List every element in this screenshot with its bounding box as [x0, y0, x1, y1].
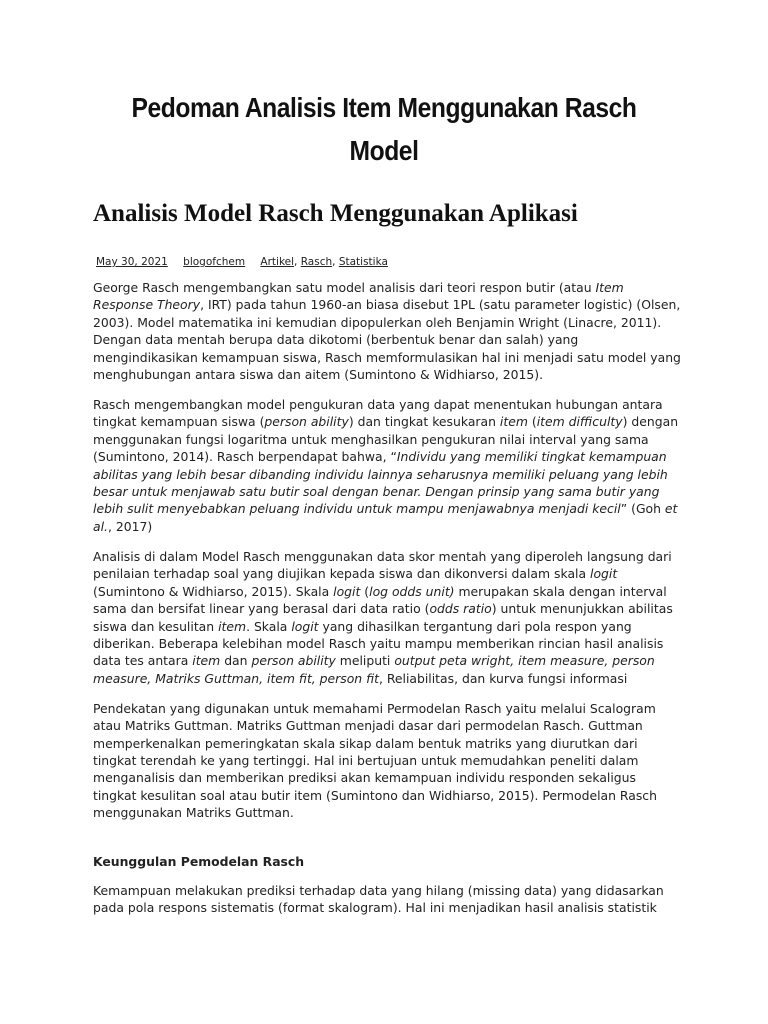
- text-run-italic: item: [499, 414, 528, 430]
- paragraph-1: [93, 279, 683, 383]
- text-run: . Skala: [246, 618, 292, 634]
- text-run-italic: odds ratio: [429, 601, 492, 617]
- paragraph-2: [93, 396, 683, 535]
- text-run: merupakan skala dengan interval sama dan bersifat linear yang berasal dari data ratio (: [93, 583, 667, 617]
- text-run: ” (Goh: [620, 501, 665, 517]
- text-run: (Sumintono & Widhiarso, 2015). Skala: [93, 583, 334, 599]
- text-run: ) dan tingkat kesukaran: [348, 414, 500, 430]
- page-title: Pedoman Analisis Item Menggunakan Rasch Model: [131, 92, 637, 166]
- text-run-italic: output peta wright, item measure, person measure, Matriks Guttman, item fit, person fit: [93, 653, 655, 686]
- text-run-italic: item difficulty: [536, 414, 623, 430]
- text-run: , Reliabilitas, dan kurva fungsi informasi: [378, 670, 628, 686]
- text-run: (: [527, 414, 537, 430]
- text-run: , 2017): [107, 518, 153, 534]
- text-run: (: [360, 583, 370, 599]
- post-meta: [96, 256, 388, 268]
- text-run: meliputi: [335, 653, 395, 669]
- text-run: , IRT) pada tahun 1960-an biasa disebut 1PL (satu parameter logistic) (Olsen, 2003). Model matematika ini kemudian dipopulerkan oleh Benjamin Wright (Linacre, 2011). Dengan data mentah berupa data dikotomi (berbentuk benar dan salah) yang mengindikasikan kemampuan siswa, Rasch memformulasikan hal ini menjadi satu model yang menghubungan antara siswa dan aitem (Sumintono & Widhiarso, 2015).: [93, 297, 681, 383]
- article-subtitle: Analisis Model Rasch Menggunakan Aplikasi: [93, 200, 578, 227]
- text-run-italic: logit: [291, 618, 319, 634]
- text-run: Rasch mengembangkan model pengukuran data yang dapat menentukan hubungan antara tingkat kemampuan siswa (: [93, 397, 663, 430]
- paragraph-3: [93, 548, 683, 687]
- category-link-statistika[interactable]: Statistika: [338, 256, 388, 268]
- text-run-italic: person ability: [251, 653, 336, 669]
- quote-italic: Individu yang memiliki tingkat kemampuan abilitas yang lebih besar dibanding individu lainnya seharusnya memiliki peluang yang lebih besar untuk menjawab satu butir soal dengan benar. Dengan prinsip yang sama butir yang lebih sulit menyebabkan peluang individu untuk mampu menjawabnya menjadi kecil: [93, 449, 668, 517]
- text-run: ) untuk menunjukkan abilitas siswa dan kesulitan: [93, 601, 673, 634]
- section-heading: Keunggulan Pemodelan Rasch: [93, 853, 305, 869]
- text-run-italic: person ability: [264, 414, 349, 430]
- text-run: dan: [220, 653, 252, 669]
- paragraph-5: Kemampuan melakukan prediksi terhadap data yang hilang (missing data) yang didasarkan pada pola respons sistematis (format skalogram). Hal ini menjadikan hasil analisis statistik: [93, 882, 664, 915]
- paragraph-4: Pendekatan yang digunakan untuk memahami Permodelan Rasch yaitu melalui Scalogram atau Matriks Guttman. Matriks Guttman menjadi dasar dari permodelan Rasch. Guttman memperkenalkan pemeringkatan skala sikap dalam bentuk matriks yang diurutkan dari tingkat terendah ke yang tertinggi. Hal ini bertujuan untuk memudahkan peneliti dalam menganalisis dan memberikan prediksi akan kemampuan individu responden sekaligus tingkat kesulitan soal atau butir item (Sumintono dan Widhiarso, 2015). Permodelan Rasch menggunakan Matriks Guttman.: [93, 700, 657, 821]
- text-run: George Rasch mengembangkan satu model analisis dari teori respon butir (atau: [93, 280, 596, 295]
- category-link-artikel[interactable]: Artikel: [260, 256, 295, 268]
- text-run-italic: log odds unit): [369, 583, 455, 599]
- text-run-italic: Item Response Theory: [93, 280, 624, 313]
- category-link-rasch[interactable]: Rasch: [300, 256, 333, 268]
- text-run: Analisis di dalam Model Rasch menggunakan data skor mentah yang diperoleh langsung dari penilaian terhadap soal yang diujikan kepada siswa dan dikonversi dalam skala: [93, 548, 672, 582]
- text-run-italic: logit: [333, 583, 361, 599]
- category-separator: ,: [332, 256, 336, 268]
- text-run-italic: item: [192, 653, 221, 669]
- text-run-italic: logit: [590, 566, 618, 582]
- text-run: ) dengan menggunakan fungsi logaritma untuk menghasilkan pengukuran nilai interval yang sama (Sumintono, 2014). Rasch berpendapat bahwa, “: [93, 414, 679, 465]
- text-run-italic: item: [218, 618, 247, 634]
- text-run: yang dihasilkan tergantung dari pola respon yang diberikan. Beberapa kelebihan model Rasch yaitu mampu memberikan rincian hasil analisis data tes antara: [93, 618, 664, 669]
- post-author-link[interactable]: blogofchem: [183, 256, 246, 268]
- text-run-italic: et al.: [93, 501, 678, 534]
- post-date-link[interactable]: May 30, 2021: [96, 256, 168, 268]
- category-separator: ,: [294, 256, 298, 268]
- article-body: [93, 279, 683, 929]
